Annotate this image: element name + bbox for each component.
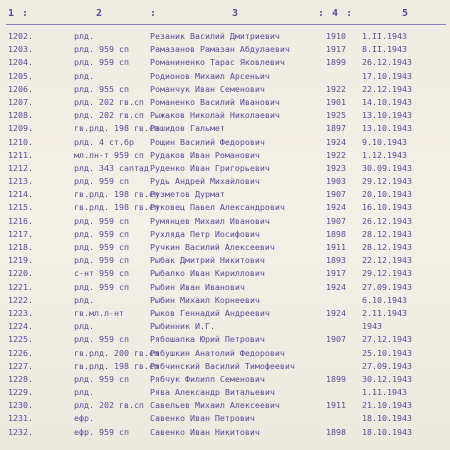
row-date: 28.12.1943 xyxy=(362,228,412,239)
table-row xyxy=(0,136,450,149)
row-year: 1897 xyxy=(326,123,346,134)
row-unit: рлд. xyxy=(74,387,94,398)
row-number: 1222. xyxy=(8,294,33,305)
row-date: 13.10.1943 xyxy=(362,123,412,134)
header-col-2: 2 xyxy=(96,8,104,19)
row-unit: рлд. 959 сп xyxy=(74,228,129,239)
row-number: 1210. xyxy=(8,136,33,147)
row-year: 1893 xyxy=(326,255,346,266)
row-number: 1209. xyxy=(8,123,33,134)
row-year: 1907 xyxy=(326,189,346,200)
header-col-4: 3 xyxy=(232,8,240,19)
table-row xyxy=(0,307,450,320)
row-name: Родионов Михаил Арсеньич xyxy=(150,70,270,81)
row-year: 1923 xyxy=(326,162,346,173)
row-name: Рыбак Дмитрий Никитович xyxy=(150,255,265,266)
row-date: 2.11.1943 xyxy=(362,307,407,318)
row-name: Рамазанов Рамазан Абдулаевич xyxy=(150,44,290,55)
row-number: 1231. xyxy=(8,413,33,424)
row-date: 18.10.1943 xyxy=(362,426,412,437)
row-name: Руковец Павел Александрович xyxy=(150,202,285,213)
header-divider xyxy=(6,24,446,25)
row-unit: рлд. 955 сп xyxy=(74,83,129,94)
table-row xyxy=(0,175,450,188)
header-col-5: : 4 : xyxy=(318,8,354,19)
row-year: 1911 xyxy=(326,400,346,411)
row-number: 1232. xyxy=(8,426,33,437)
row-date: 21.10.1943 xyxy=(362,400,412,411)
row-date: 22.12.1943 xyxy=(362,83,412,94)
row-year: 1924 xyxy=(326,202,346,213)
row-name: Романенко Василий Иванович xyxy=(150,96,280,107)
row-date: 27.09.1943 xyxy=(362,360,412,371)
table-row xyxy=(0,162,450,175)
table-row xyxy=(0,254,450,267)
row-unit: рлд. 202 гв.сп xyxy=(74,110,144,121)
row-date: 30.09.1943 xyxy=(362,162,412,173)
row-number: 1230. xyxy=(8,400,33,411)
row-number: 1212. xyxy=(8,162,33,173)
row-name: Рузметов Дурмат xyxy=(150,189,225,200)
row-date: 26.12.1943 xyxy=(362,215,412,226)
row-year: 1901 xyxy=(326,96,346,107)
header-col-6: 5 xyxy=(402,8,410,19)
row-number: 1228. xyxy=(8,373,33,384)
row-date: 13.10.1943 xyxy=(362,110,412,121)
row-date: 27.09.1943 xyxy=(362,281,412,292)
row-unit: рлд. 959 сп xyxy=(74,373,129,384)
table-row xyxy=(0,228,450,241)
row-unit: рлд. 202 гв.сп xyxy=(74,400,144,411)
row-number: 1203. xyxy=(8,44,33,55)
table-row xyxy=(0,360,450,373)
row-number: 1227. xyxy=(8,360,33,371)
row-number: 1221. xyxy=(8,281,33,292)
table-row xyxy=(0,215,450,228)
row-date: 17.10.1943 xyxy=(362,70,412,81)
row-unit: мл.лн-т 959 сп xyxy=(74,149,144,160)
header-col-1: 1 : xyxy=(8,8,30,19)
table-row xyxy=(0,149,450,162)
row-unit: рлд. xyxy=(74,321,94,332)
row-unit: рлд. 959 сп xyxy=(74,281,129,292)
row-year: 1917 xyxy=(326,268,346,279)
table-row xyxy=(0,386,450,399)
row-date: 14.10.1943 xyxy=(362,96,412,107)
table-row xyxy=(0,30,450,43)
row-unit: ефр. 959 сп xyxy=(74,426,129,437)
table-row xyxy=(0,70,450,83)
row-unit: гв.рлд. 200 гв.сп xyxy=(74,347,159,358)
row-name: Румянцев Михаил Иванович xyxy=(150,215,270,226)
row-number: 1211. xyxy=(8,149,33,160)
row-number: 1216. xyxy=(8,215,33,226)
row-unit: рлд. 959 сп xyxy=(74,334,129,345)
table-row xyxy=(0,122,450,135)
row-number: 1204. xyxy=(8,57,33,68)
row-name: Рыбин Иван Иванович xyxy=(150,281,245,292)
row-year: 1899 xyxy=(326,57,346,68)
row-year: 1898 xyxy=(326,426,346,437)
row-name: Савенко Иван Никитович xyxy=(150,426,260,437)
row-name: Рябушкин Анатолий Федорович xyxy=(150,347,285,358)
row-year: 1899 xyxy=(326,373,346,384)
row-year: 1917 xyxy=(326,44,346,55)
row-date: 1.11.1943 xyxy=(362,387,407,398)
row-unit: ефр. xyxy=(74,413,94,424)
table-row xyxy=(0,83,450,96)
row-unit: рлд. 4 ст.бр xyxy=(74,136,134,147)
table-row xyxy=(0,333,450,346)
row-number: 1217. xyxy=(8,228,33,239)
row-name: Рудаков Иван Романович xyxy=(150,149,260,160)
row-date: 16.10.1943 xyxy=(362,202,412,213)
row-number: 1206. xyxy=(8,83,33,94)
row-name: Рыбин Михаил Корнеевич xyxy=(150,294,260,305)
table-row xyxy=(0,399,450,412)
table-row xyxy=(0,241,450,254)
row-unit: рлд. xyxy=(74,294,94,305)
row-unit: рлд. 959 сп xyxy=(74,44,129,55)
row-unit: гв.рлд. 198 гв.сп xyxy=(74,360,159,371)
row-year: 1924 xyxy=(326,307,346,318)
row-number: 1224. xyxy=(8,321,33,332)
table-row xyxy=(0,320,450,333)
row-name: Рябчук Филипп Семенович xyxy=(150,373,265,384)
row-date: 26.12.1943 xyxy=(362,57,412,68)
row-year: 1907 xyxy=(326,215,346,226)
row-name: Рудь Андрей Михайлович xyxy=(150,176,260,187)
row-date: 1.II.1943 xyxy=(362,31,407,41)
row-name: Рыков Геннадий Андреевич xyxy=(150,307,270,318)
row-date: 1943 xyxy=(362,321,382,332)
row-name: Резаник Василий Дмитриевич xyxy=(150,31,280,41)
row-year: 1924 xyxy=(326,136,346,147)
row-name: Рыбалко Иван Кириллович xyxy=(150,268,265,279)
row-number: 1215. xyxy=(8,202,33,213)
header-col-3: : xyxy=(150,8,158,19)
row-number: 1213. xyxy=(8,176,33,187)
row-number: 1202. xyxy=(8,31,33,41)
row-unit: с-нт 959 сп xyxy=(74,268,129,279)
row-name: Рябошапка Юрий Петрович xyxy=(150,334,265,345)
row-date: 29.12.1943 xyxy=(362,268,412,279)
row-unit: рлд. xyxy=(74,31,94,41)
row-date: 20.10.1943 xyxy=(362,189,412,200)
row-unit: гв.мл.л-нт xyxy=(74,307,124,318)
row-number: 1226. xyxy=(8,347,33,358)
table-row xyxy=(0,56,450,69)
row-year: 1907 xyxy=(326,334,346,345)
row-name: Рыжаков Николай Николаевич xyxy=(150,110,280,121)
table-row xyxy=(0,201,450,214)
row-number: 1220. xyxy=(8,268,33,279)
table-row xyxy=(0,188,450,201)
row-date: 30.12.1943 xyxy=(362,373,412,384)
table-row xyxy=(0,373,450,386)
table-row xyxy=(0,426,450,439)
row-name: Романиненко Тарас Яковлевич xyxy=(150,57,285,68)
row-date: 6.10.1943 xyxy=(362,294,407,305)
row-date: 27.12.1943 xyxy=(362,334,412,345)
row-name: Рухляда Петр Иосифович xyxy=(150,228,260,239)
row-year: 1898 xyxy=(326,228,346,239)
row-number: 1214. xyxy=(8,189,33,200)
row-date: 18.10.1943 xyxy=(362,413,412,424)
row-name: Рыбинник И.Г. xyxy=(150,321,215,332)
row-number: 1205. xyxy=(8,70,33,81)
row-name: Савенко Иван Петрович xyxy=(150,413,255,424)
table-row xyxy=(0,281,450,294)
row-unit: рлд. 343 саптад xyxy=(74,162,149,173)
table-row xyxy=(0,109,450,122)
table-row xyxy=(0,267,450,280)
table-row xyxy=(0,294,450,307)
row-date: 29.12.1943 xyxy=(362,176,412,187)
row-date: 25.10.1943 xyxy=(362,347,412,358)
row-name: Савельев Михаил Алексеевич xyxy=(150,400,280,411)
row-year: 1925 xyxy=(326,110,346,121)
row-year: 1924 xyxy=(326,281,346,292)
row-number: 1223. xyxy=(8,307,33,318)
row-name: Рява Александр Витальевич xyxy=(150,387,275,398)
row-unit: рлд. xyxy=(74,70,94,81)
record-list xyxy=(0,30,450,439)
row-number: 1219. xyxy=(8,255,33,266)
row-unit: рлд. 959 сп xyxy=(74,57,129,68)
row-number: 1229. xyxy=(8,387,33,398)
row-year: 1922 xyxy=(326,83,346,94)
row-year: 1910 xyxy=(326,31,346,41)
row-name: Рашидов Гальмет xyxy=(150,123,225,134)
row-unit: рлд. 959 сп xyxy=(74,242,129,252)
row-number: 1207. xyxy=(8,96,33,107)
row-date: 9.10.1943 xyxy=(362,136,407,147)
row-number: 1218. xyxy=(8,242,33,252)
row-name: Рябчинский Василий Тимофеевич xyxy=(150,360,295,371)
table-row xyxy=(0,412,450,425)
row-name: Ручкин Василий Алексеевич xyxy=(150,242,275,252)
row-unit: гв.рлд. 198 гв.сп xyxy=(74,189,159,200)
table-header xyxy=(0,0,450,24)
row-year: 1922 xyxy=(326,149,346,160)
row-unit: рлд. 959 сп xyxy=(74,176,129,187)
row-date: 8.II.1943 xyxy=(362,44,407,55)
row-unit: рлд. 959 сп xyxy=(74,255,129,266)
row-unit: гв.рлд. 198 гв.сп xyxy=(74,202,159,213)
row-date: 28.12.1943 xyxy=(362,242,412,252)
table-row xyxy=(0,347,450,360)
row-name: Романчук Иван Семенович xyxy=(150,83,265,94)
row-unit: гв.рлд. 198 гв.сп xyxy=(74,123,159,134)
row-date: 1.12.1943 xyxy=(362,149,407,160)
row-number: 1225. xyxy=(8,334,33,345)
row-year: 1903 xyxy=(326,176,346,187)
row-number: 1208. xyxy=(8,110,33,121)
row-unit: рлд. 202 гв.сп xyxy=(74,96,144,107)
row-year: 1911 xyxy=(326,242,346,252)
table-row xyxy=(0,96,450,109)
row-unit: рлд. 959 сп xyxy=(74,215,129,226)
row-name: Рощин Василий Федорович xyxy=(150,136,265,147)
row-date: 22.12.1943 xyxy=(362,255,412,266)
row-name: Руденко Иван Григорьевич xyxy=(150,162,270,173)
table-row xyxy=(0,43,450,56)
